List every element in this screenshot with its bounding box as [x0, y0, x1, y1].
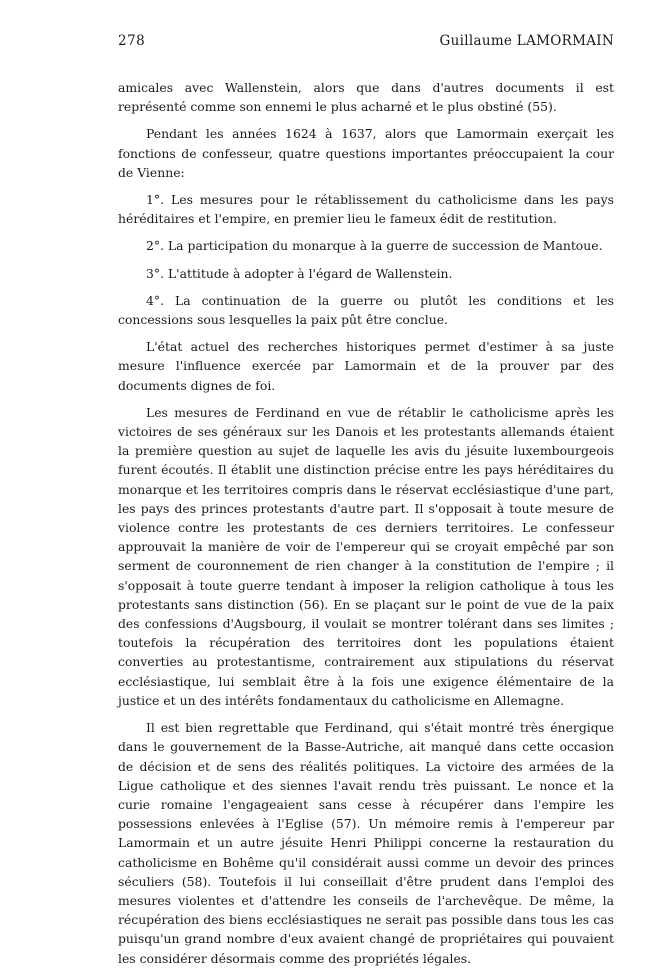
paragraph-ferdinand-regret: Il est bien regrettable que Ferdinand, qui s'était montré très énergique dans le gouvernement de la Basse-Autriche, ait manqué dans cette occasion de décision et de sens des réalités politiques. La victoire des armées de la Ligue catholique et des siennes l'avait rendu très puissant. Le nonce et la curie romaine l'engageaient sans cesse à récupérer dans l'empire les possessions enlevées à l'Eglise (57). Un mémoire remis à l'empereur par Lamormain et un autre jésuite Henri Philippi concerne la restauration du catholicisme en Bohême qu'il considérait aussi comme un devoir des princes séculiers (58). Toutefois il lui conseillait d'être prudent dans l'emploi des mesures violentes et d'attendre les conseils de l'archevêque. De même, la récupération des biens ecclésiastiques ne serait pas possible dans tous les cas puisqu'un grand nombre d'eux avaient changé de propriétaires qui pouvaient les considérer désormais comme des propriétés légales.: [118, 720, 614, 966]
page-header: [118, 33, 614, 55]
paragraph-continuation: amicales avec Wallenstein, alors que dans d'autres documents il est représenté comme son ennemi le plus acharné et le plus obstiné (55).: [118, 80, 614, 115]
paragraph-research-state: L'état actuel des recherches historiques permet d'estimer à sa juste mesure l'influence exercée par Lamormain et de la prouver par des documents dignes de foi.: [118, 339, 614, 393]
page-body: [118, 78, 614, 968]
paragraph-intro-questions: Pendant les années 1624 à 1637, alors que Lamormain exerçait les fonctions de confesseur, quatre questions importantes préoccupaient la cour de Vienne:: [118, 126, 614, 180]
list-item-question-1: 1°. Les mesures pour le rétablissement du catholicisme dans les pays héréditaires et l'empire, en premier lieu le fameux édit de restitution.: [118, 192, 614, 227]
list-item-question-4: 4°. La continuation de la guerre ou plutôt les conditions et les concessions sous lesquelles la paix pût être conclue.: [118, 292, 614, 328]
list-item-question-2: 2°. La participation du monarque à la guerre de succession de Mantoue.: [146, 238, 603, 254]
list-item-question-3: 3°. L'attitude à adopter à l'égard de Wallenstein.: [146, 265, 453, 281]
running-head: Guillaume LAMORMAIN: [439, 33, 614, 49]
paragraph-ferdinand-measures: Les mesures de Ferdinand en vue de rétablir le catholicisme après les victoires de ses généraux sur les Danois et les protestants allemands étaient la première question au sujet de laquelle les avis du jésuite luxembourgeois furent écoutés. Il établit une distinction précise entre les pays héréditaires du monarque et les territoires compris dans le réservat ecclésiastique d'une part, les pays des princes protestants d'autre part. Il s'opposait à toute mesure de violence contre les protestants de ces derniers territoires. Le confesseur approuvait la manière de voir de l'empereur qui se croyait empêché par son serment de couronnement de rien changer à la constitution de l'empire ; il s'opposait à toute guerre tendant à imposer la religion catholique à tous les protestants sans distinction (56). En se plaçant sur le point de vue de la paix des confessions d'Augsbourg, il voulait se montrer tolérant dans ses limites ; toutefois la récupération des territoires dont les populations étaient converties au protestantisme, contrairement aux stipulations du réservat ecclésiastique, lui semblait être à la fois une exigence élémentaire de la justice et un des intérêts fondamentaux du catholicisme en Allemagne.: [118, 404, 614, 708]
page-number: 278: [118, 33, 146, 49]
